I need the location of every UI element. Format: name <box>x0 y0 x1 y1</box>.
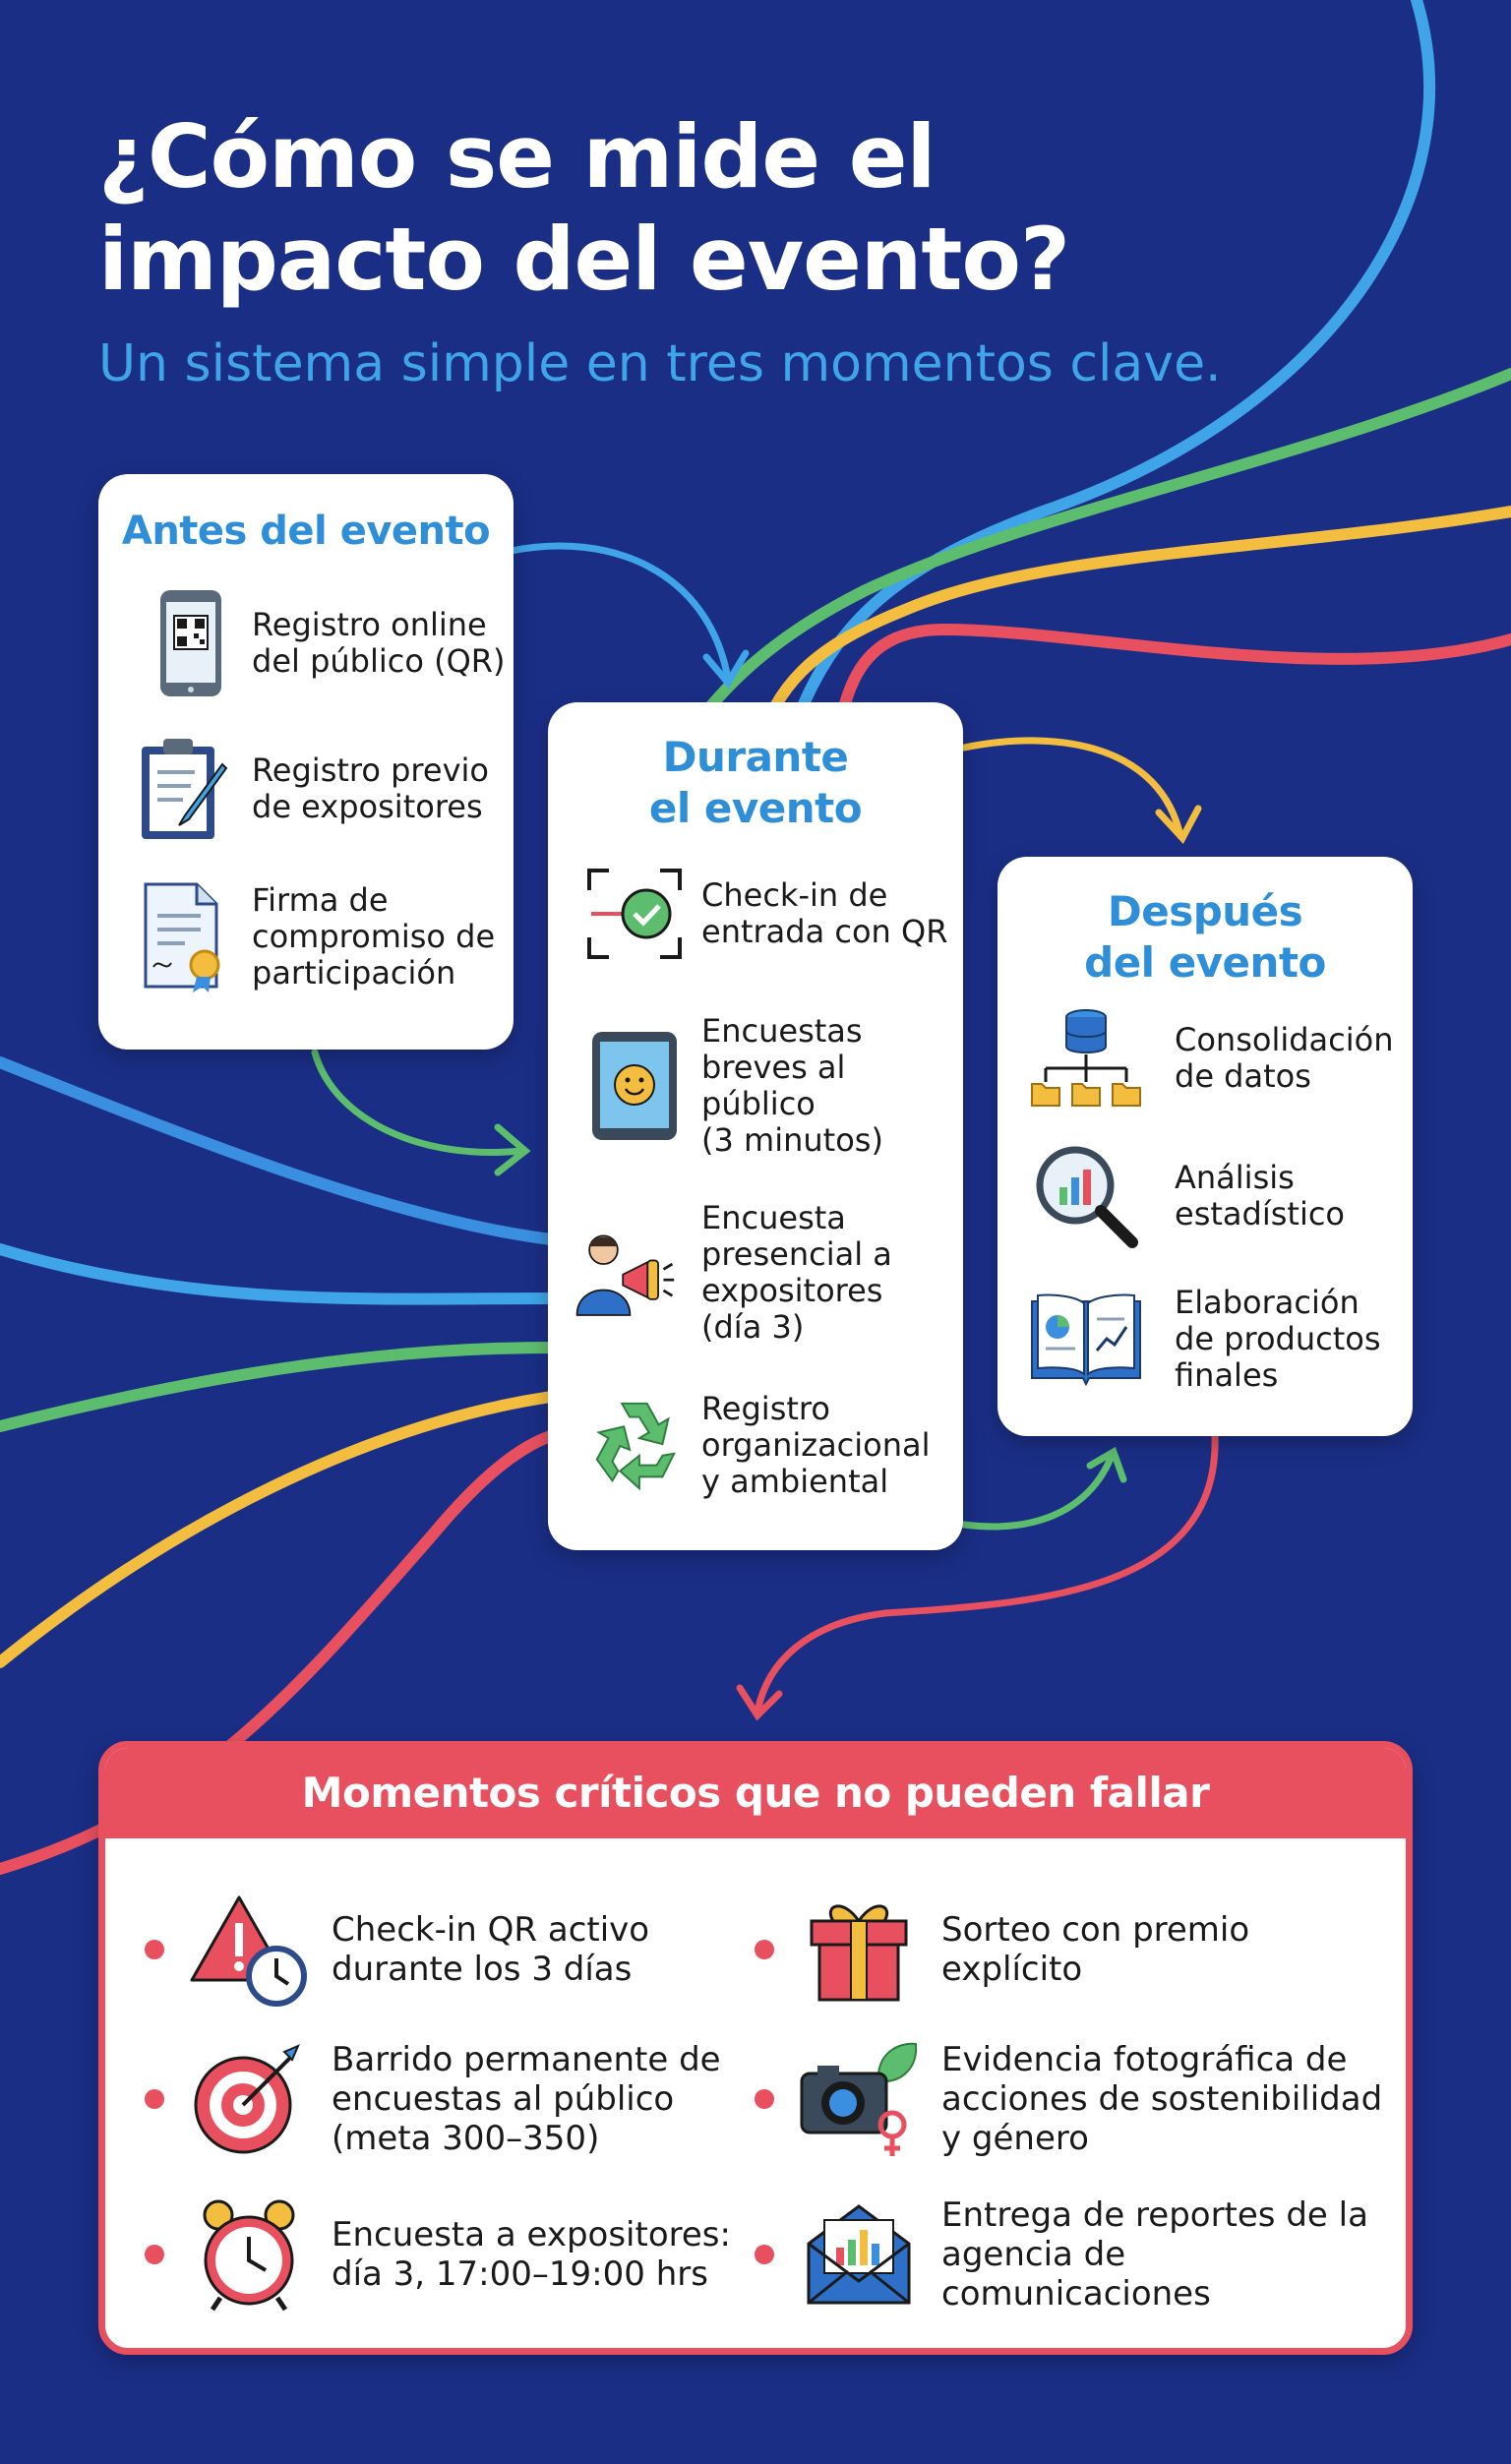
item-line: del público (QR) <box>252 642 506 680</box>
item-line: finales <box>1175 1355 1279 1394</box>
item-line: Firma de <box>252 880 389 919</box>
title-line: del evento <box>1084 938 1326 987</box>
title-line: el evento <box>648 784 863 832</box>
person-megaphone-icon <box>574 1224 676 1322</box>
list-item <box>145 2035 735 2163</box>
card-after-title <box>997 886 1413 989</box>
title-line: Durante <box>662 733 849 781</box>
item-line: agencia de comunicaciones <box>941 2235 1211 2314</box>
item-line: Consolidación <box>1175 1021 1394 1058</box>
item-line: Entrega de reportes de la <box>941 2195 1368 2235</box>
list-item <box>98 868 514 1005</box>
item-line: Elaboración <box>1175 1283 1360 1321</box>
title-line-2: impacto del evento? <box>98 209 1069 310</box>
item-line: Encuesta <box>701 1199 846 1236</box>
bullet-dot <box>145 2089 164 2109</box>
item-line: (3 minutos) <box>701 1121 883 1159</box>
bullet-dot <box>145 1940 164 1959</box>
item-line: Análisis <box>1175 1159 1295 1196</box>
list-item <box>98 584 514 702</box>
item-line: Check-in de <box>701 876 888 914</box>
list-item <box>997 1142 1413 1250</box>
item-line: de productos <box>1175 1319 1381 1357</box>
report-book-icon <box>1027 1292 1145 1386</box>
card-during-title <box>548 732 963 834</box>
item-line: durante los 3 días <box>332 1950 633 1989</box>
item-line: expositores <box>701 1272 883 1309</box>
database-hierarchy-icon <box>1027 1007 1145 1110</box>
clipboard-pen-icon <box>134 735 232 843</box>
page-subtitle: Un sistema simple en tres momentos clave. <box>98 334 1222 393</box>
alarm-clock-icon <box>186 2192 312 2317</box>
list-item <box>548 1007 963 1165</box>
item-line: participación <box>252 953 456 992</box>
certificate-icon <box>134 878 232 994</box>
bullet-dot <box>755 2245 774 2264</box>
gift-icon <box>796 1887 922 2013</box>
list-item <box>98 730 514 848</box>
list-item <box>548 1194 963 1352</box>
card-before-event <box>98 474 514 1050</box>
item-line: Registro online <box>252 606 487 643</box>
item-line: entrada con QR <box>701 913 948 950</box>
envelope-chart-icon <box>796 2192 922 2317</box>
bullet-dot <box>755 2089 774 2109</box>
list-item <box>755 2035 1384 2163</box>
card-after-event <box>997 857 1413 1436</box>
title-line: Después <box>1107 887 1303 935</box>
list-item <box>997 1275 1413 1403</box>
card-during-event <box>548 702 963 1550</box>
item-line: estadístico <box>1175 1195 1345 1232</box>
item-line: breves al <box>701 1049 846 1086</box>
critical-moments-title: Momentos críticos que no pueden fallar <box>105 1748 1406 1838</box>
target-arrow-icon <box>186 2036 312 2162</box>
card-before-title: Antes del evento <box>121 509 491 554</box>
bullet-dot <box>145 2245 164 2264</box>
item-line: Barrido permanente de <box>332 2040 721 2079</box>
item-line: explícito <box>941 1950 1083 1989</box>
item-line: compromiso de <box>252 917 496 955</box>
item-line: (día 3) <box>701 1308 805 1346</box>
item-line: público <box>701 1085 816 1122</box>
warning-clock-icon <box>186 1887 312 2013</box>
item-line: y género <box>941 2119 1089 2158</box>
title-line-1: ¿Cómo se mide el <box>98 106 936 208</box>
item-line: de datos <box>1175 1057 1311 1095</box>
item-line: organizacional <box>701 1425 931 1464</box>
item-line: Check-in QR activo <box>332 1910 650 1950</box>
list-item <box>548 860 963 968</box>
item-line: Registro previo <box>252 751 489 789</box>
magnifier-chart-icon <box>1027 1142 1145 1250</box>
item-line: (meta 300–350) <box>332 2119 600 2158</box>
list-item <box>145 1886 735 2013</box>
page-title <box>98 106 1180 311</box>
item-line: encuestas al público <box>332 2079 675 2119</box>
list-item <box>145 2191 735 2318</box>
list-item <box>997 1004 1413 1112</box>
item-line: día 3, 17:00–19:00 hrs <box>332 2254 708 2294</box>
item-line: presencial a <box>701 1235 892 1273</box>
recycle-icon <box>583 1393 686 1497</box>
item-line: Encuesta a expositores: <box>332 2215 731 2254</box>
item-line: Evidencia fotográfica de <box>941 2040 1348 2079</box>
list-item <box>548 1381 963 1509</box>
item-line: de expositores <box>252 788 483 825</box>
item-line: y ambiental <box>701 1462 889 1500</box>
list-item <box>755 2191 1384 2318</box>
phone-qr-icon <box>142 588 240 698</box>
item-line: Registro <box>701 1389 830 1427</box>
item-line: Encuestas <box>701 1012 863 1050</box>
tablet-smiley-icon <box>583 1030 686 1142</box>
item-line: Sorteo con premio <box>941 1910 1250 1950</box>
bullet-dot <box>755 1940 774 1959</box>
qr-scan-check-icon <box>583 867 686 961</box>
camera-leaf-gender-icon <box>796 2036 922 2162</box>
item-line: acciones de sostenibilidad <box>941 2079 1383 2119</box>
critical-moments-panel <box>98 1741 1413 2355</box>
list-item <box>755 1886 1384 2013</box>
